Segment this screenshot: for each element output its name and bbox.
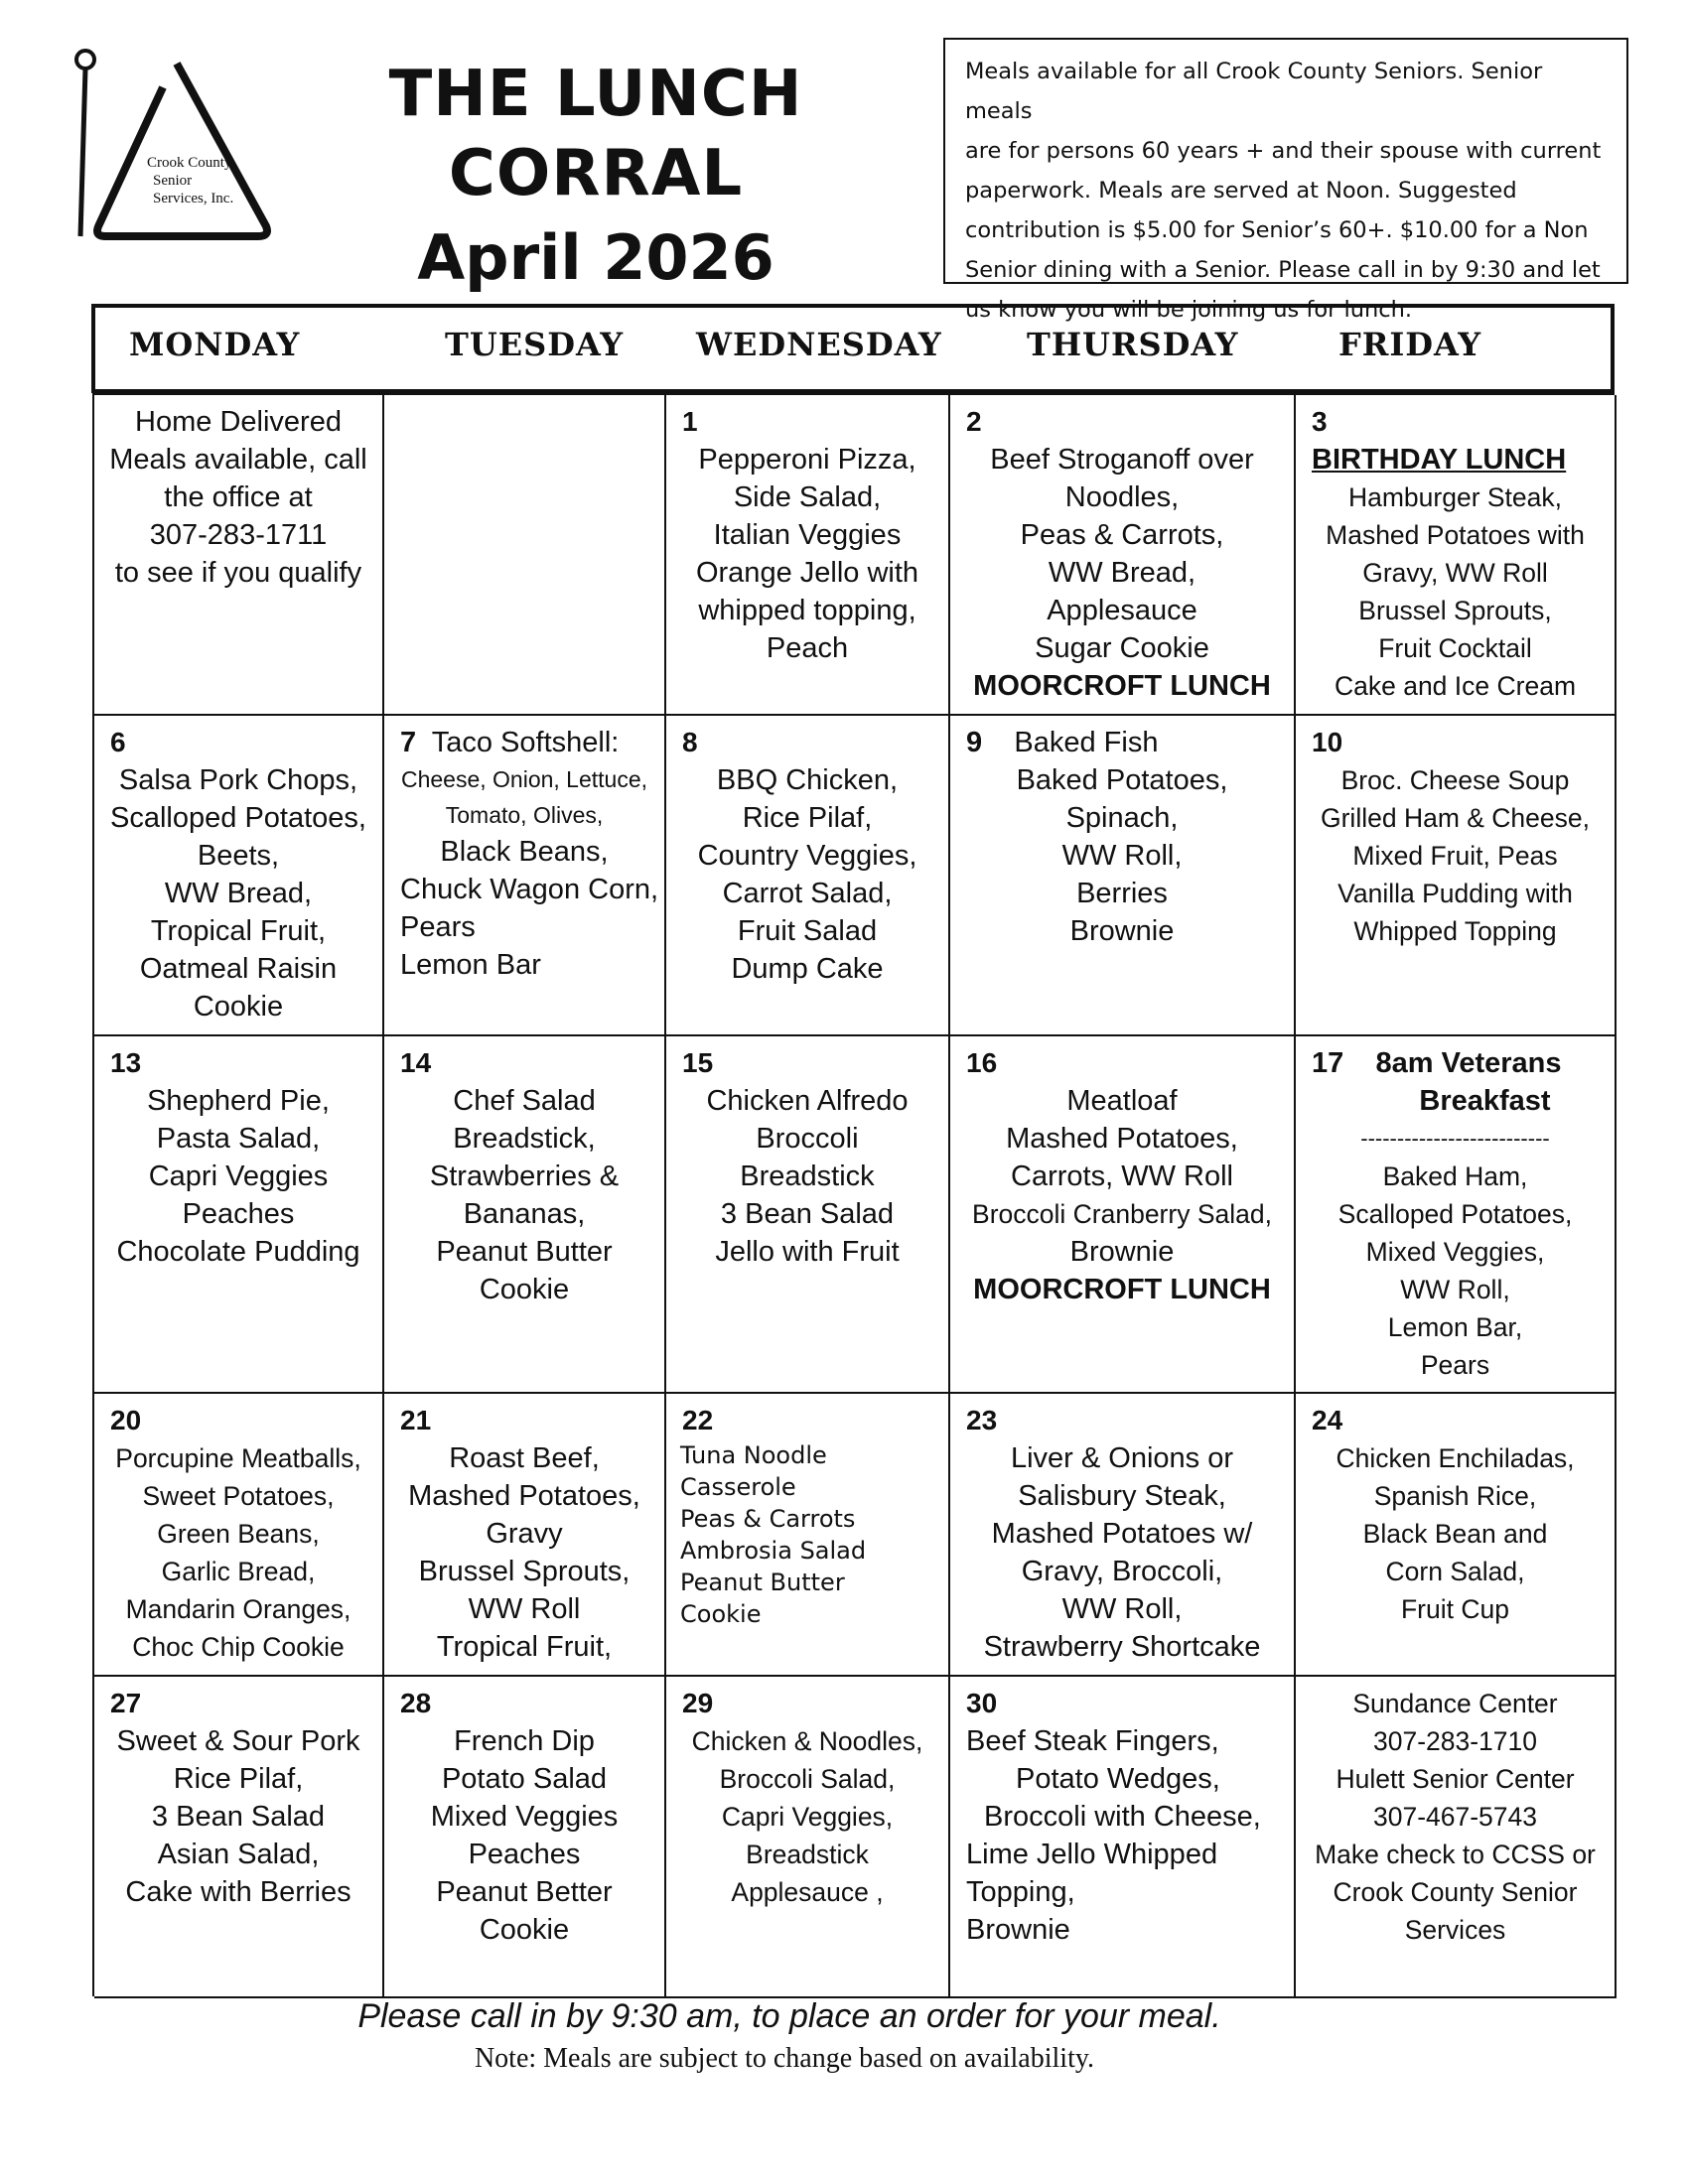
menu-item: Brownie (1069, 1236, 1175, 1268)
menu-item: Breadstick, (453, 1123, 596, 1155)
calendar-cell (94, 1677, 384, 1998)
organization-logo (68, 48, 286, 256)
menu-item: Roast Beef, (449, 1442, 600, 1474)
menu-item: Broc. Cheese Soup (1340, 765, 1570, 795)
day-wednesday: WEDNESDAY (696, 326, 942, 363)
calendar-cell (950, 1677, 1296, 1998)
menu-item: Choc Chip Cookie (132, 1632, 345, 1662)
menu-item: Rice Pilaf, (173, 1763, 304, 1795)
cell-line: the office at (164, 481, 313, 513)
menu-item: 3 Bean Salad (720, 1198, 895, 1230)
location-note: MOORCROFT LUNCH (973, 1274, 1271, 1305)
logo-text-2: Senior (153, 173, 193, 189)
calendar-cell (950, 716, 1296, 1036)
menu-item: Grilled Ham & Cheese, (1321, 803, 1590, 833)
day-number: 15 (682, 1047, 714, 1078)
menu-item: WW Roll, (1061, 840, 1183, 872)
menu-item: Mashed Potatoes with (1326, 520, 1585, 550)
menu-item: Gravy, Broccoli, (1021, 1556, 1223, 1587)
menu-item: Spanish Rice, (1373, 1481, 1537, 1511)
day-number: 22 (682, 1405, 714, 1435)
menu-item: Capri Veggies (148, 1160, 329, 1192)
calendar-cell (94, 1036, 384, 1394)
day-number: 17 (1312, 1047, 1344, 1079)
menu-item: French Dip (454, 1725, 595, 1757)
contact-line: 307-467-5743 (1372, 1802, 1538, 1832)
menu-item: Fruit Cup (1401, 1594, 1509, 1624)
menu-item: Peanut Better (436, 1876, 613, 1908)
menu-item: BBQ Chicken, (716, 764, 899, 796)
menu-item: Scalloped Potatoes, (1337, 1199, 1573, 1229)
menu-item: Peaches (468, 1839, 581, 1870)
menu-item: Fruit Cocktail (1378, 633, 1532, 663)
day-number: 27 (110, 1688, 142, 1718)
calendar-cell (950, 1394, 1296, 1677)
day-number: 3 (1312, 406, 1328, 437)
day-number: 29 (682, 1688, 714, 1718)
day-number: 8 (682, 727, 698, 757)
day-number: 28 (400, 1688, 432, 1718)
menu-item: Peanut Butter (436, 1236, 613, 1268)
menu-item: Pears (400, 911, 476, 943)
menu-item: Dump Cake (731, 953, 884, 985)
day-number: 9 (966, 727, 983, 758)
calendar-cell (666, 1394, 950, 1677)
menu-item: Scalloped Potatoes, (110, 802, 366, 834)
menu-item: Mashed Potatoes, (408, 1480, 640, 1512)
contact-line: Crook County Senior (1333, 1877, 1578, 1907)
menu-item: Baked Fish (1014, 727, 1159, 758)
menu-item: Country Veggies, (697, 840, 917, 872)
contact-line: Sundance Center (1352, 1689, 1558, 1718)
day-number: 24 (1312, 1405, 1343, 1435)
event-heading: 8am Veterans (1375, 1047, 1562, 1079)
menu-item: WW Roll, (1061, 1593, 1183, 1625)
menu-item: Peas & Carrots, (1020, 519, 1224, 551)
cell-line: Meals available, call (109, 444, 367, 476)
day-number: 10 (1312, 727, 1343, 757)
contact-line: 307-283-1710 (1372, 1726, 1538, 1756)
menu-item: Rice Pilaf, (742, 802, 873, 834)
info-line: Senior dining with a Senior. Please call in by 9:30 and let (965, 257, 1601, 283)
day-friday: FRIDAY (1338, 326, 1482, 363)
contact-line: Make check to CCSS or (1315, 1840, 1596, 1869)
menu-item: Beef Steak Fingers, (966, 1725, 1219, 1757)
calendar-cell (950, 1036, 1296, 1394)
calendar-cell (384, 1394, 666, 1677)
menu-item: Noodles, (1064, 481, 1180, 513)
menu-item: Salisbury Steak, (1018, 1480, 1226, 1512)
menu-item: Brownie (966, 1914, 1070, 1946)
info-line: us know you will be joining us for lunch. (965, 297, 1413, 323)
menu-item: Mixed Veggies, (1365, 1237, 1545, 1267)
calendar-cell-empty (384, 395, 666, 716)
menu-item: Garlic Bread, (161, 1557, 316, 1586)
day-number: 13 (110, 1047, 142, 1078)
calendar-grid (92, 393, 1615, 1996)
calendar-cell (94, 716, 384, 1036)
day-number: 21 (400, 1405, 432, 1435)
calendar-cell (666, 1677, 950, 1998)
menu-item: Topping, (966, 1876, 1075, 1908)
menu-item: Carrots, WW Roll (1011, 1160, 1233, 1192)
menu-item: Tuna Noodle (680, 1441, 827, 1469)
menu-item: Jello with Fruit (715, 1236, 900, 1268)
menu-item: Meatloaf (1066, 1085, 1178, 1117)
day-number: 23 (966, 1405, 998, 1435)
menu-item: whipped topping, (698, 595, 916, 626)
day-monday: MONDAY (129, 326, 301, 363)
menu-item: Chicken Alfredo (706, 1085, 909, 1117)
menu-item: Broccoli Salad, (719, 1764, 896, 1794)
menu-item: Baked Potatoes, (1016, 764, 1228, 796)
calendar-cell (666, 716, 950, 1036)
menu-item: Bananas, (463, 1198, 586, 1230)
logo-text-3: Services, Inc. (153, 191, 234, 206)
calendar-cell (1296, 716, 1617, 1036)
menu-item: Cake and Ice Cream (1334, 671, 1577, 701)
menu-item: Beef Stroganoff over (990, 444, 1254, 476)
menu-item: Lime Jello Whipped (966, 1839, 1218, 1870)
menu-item: Applesauce (1047, 595, 1197, 626)
menu-item: Side Salad, (733, 481, 882, 513)
menu-item: Sugar Cookie (1035, 632, 1209, 664)
menu-item-detail: Tomato, Olives, (445, 802, 604, 828)
menu-item: Chicken Enchiladas, (1336, 1443, 1575, 1473)
calendar-cell (666, 1036, 950, 1394)
menu-item: Gravy, WW Roll (1362, 558, 1548, 588)
calendar-cell (1296, 1036, 1617, 1394)
menu-item: Chocolate Pudding (116, 1236, 360, 1268)
day-number: 20 (110, 1405, 142, 1435)
day-number: 1 (682, 406, 698, 437)
contact-line: Services (1404, 1915, 1506, 1945)
location-note: MOORCROFT LUNCH (973, 670, 1271, 702)
menu-item: Mixed Fruit, Peas (1352, 841, 1558, 871)
menu-item: Tropical Fruit, (436, 1631, 613, 1663)
cell-line: 307-283-1711 (149, 519, 328, 551)
menu-item: Peanut Butter (680, 1569, 845, 1596)
menu-item: Salsa Pork Chops, (118, 764, 358, 796)
menu-item: Taco Softshell: (431, 727, 620, 758)
menu-item: Peas & Carrots (680, 1505, 856, 1533)
weekday-header (91, 304, 1615, 393)
menu-item: Spinach, (1065, 802, 1179, 834)
menu-item: Berries (1076, 878, 1168, 909)
month-title: April 2026 (417, 221, 774, 294)
menu-item: Vanilla Pudding with (1337, 879, 1573, 908)
menu-item: Broccoli (756, 1123, 859, 1155)
menu-item: Liver & Onions or (1010, 1442, 1234, 1474)
menu-item: Chef Salad (453, 1085, 596, 1117)
info-box (943, 38, 1628, 323)
menu-item: Pasta Salad, (156, 1123, 321, 1155)
event-heading: BIRTHDAY LUNCH (1312, 444, 1567, 476)
menu-item: 3 Bean Salad (151, 1801, 326, 1833)
menu-item: Sweet & Sour Pork (116, 1725, 360, 1757)
calendar-cell (384, 716, 666, 1036)
menu-item: Broccoli with Cheese, (984, 1801, 1261, 1833)
menu-item: Carrot Salad, (722, 878, 893, 909)
menu-item: WW Bread, (1048, 557, 1196, 589)
menu-item: Green Beans, (157, 1519, 320, 1549)
menu-item: Black Bean and (1362, 1519, 1548, 1549)
menu-item: Gravy (486, 1518, 563, 1550)
menu-item: Chicken & Noodles, (691, 1726, 923, 1756)
menu-item: Mashed Potatoes w/ (991, 1518, 1253, 1550)
menu-item: Breadstick (740, 1160, 875, 1192)
menu-item: Sweet Potatoes, (142, 1481, 335, 1511)
info-line: are for persons 60 years + and their spouse with current (965, 138, 1602, 164)
menu-item: Peach (766, 632, 849, 664)
day-thursday: THURSDAY (1027, 326, 1239, 363)
menu-item: Potato Wedges, (1016, 1763, 1220, 1795)
day-number: 30 (966, 1688, 998, 1718)
page-title-block (278, 55, 914, 297)
menu-item: Shepherd Pie, (147, 1085, 330, 1117)
menu-item: Ambrosia Salad (680, 1537, 867, 1565)
menu-item: Cookie (479, 1914, 570, 1946)
menu-item: WW Bread, (164, 878, 313, 909)
event-heading: Breakfast (1419, 1085, 1551, 1117)
menu-item: Pears (1420, 1350, 1490, 1380)
menu-item: WW Roll (468, 1593, 581, 1625)
footer-change-note: Note: Meals are subject to change based on availability. (474, 2043, 1095, 2074)
menu-item: Cookie (479, 1274, 570, 1305)
menu-item: Corn Salad, (1385, 1557, 1525, 1586)
menu-item: Tropical Fruit, (150, 915, 327, 947)
info-line: Meals available for all Crook County Seniors. Senior meals (965, 59, 1543, 124)
day-number: 2 (966, 406, 982, 437)
menu-item: Fruit Salad (737, 915, 878, 947)
menu-item: Hamburger Steak, (1347, 482, 1563, 512)
info-line: paperwork. Meals are served at Noon. Suggested (965, 178, 1517, 204)
logo-text-1: Crook County (147, 155, 232, 171)
menu-item: Cake with Berries (125, 1876, 352, 1908)
day-number: 16 (966, 1047, 998, 1078)
calendar-cell (1296, 395, 1617, 716)
menu-item: Orange Jello with (695, 557, 919, 589)
info-line: contribution is $5.00 for Senior’s 60+. $10.00 for a Non (965, 217, 1589, 243)
calendar-cell (94, 1394, 384, 1677)
menu-item-detail: Cheese, Onion, Lettuce, (400, 766, 648, 792)
calendar-cell (94, 395, 384, 716)
day-tuesday: TUESDAY (445, 326, 625, 363)
menu-item: Breadstick (746, 1840, 869, 1869)
menu-item: Applesauce , (731, 1877, 884, 1907)
cell-line: to see if you qualify (114, 557, 362, 589)
calendar-cell (384, 1677, 666, 1998)
footer-call-note: Please call in by 9:30 am, to place an order for your meal. (357, 1997, 1221, 2035)
day-number: 14 (400, 1047, 432, 1078)
menu-item: Capri Veggies, (721, 1802, 894, 1832)
calendar-cell (950, 395, 1296, 716)
menu-item: Potato Salad (441, 1763, 608, 1795)
menu-item: Oatmeal Raisin (139, 953, 338, 985)
menu-item: Cookie (680, 1600, 762, 1628)
menu-item: Asian Salad, (157, 1839, 320, 1870)
calendar-cell (1296, 1394, 1617, 1677)
menu-item: Lemon Bar (400, 949, 541, 981)
menu-item: Cookie (193, 991, 284, 1023)
menu-item: Brussel Sprouts, (1358, 596, 1552, 625)
menu-item: Brussel Sprouts, (418, 1556, 631, 1587)
calendar-cell-contacts (1296, 1677, 1617, 1998)
day-number: 6 (110, 727, 126, 757)
menu-item: Mandarin Oranges, (125, 1594, 352, 1624)
menu-item: Broccoli Cranberry Salad, (972, 1199, 1272, 1229)
calendar-cell (666, 395, 950, 716)
menu-item: Lemon Bar, (1387, 1312, 1523, 1342)
menu-item: Peaches (182, 1198, 295, 1230)
calendar-cell (384, 1036, 666, 1394)
menu-item: Pepperoni Pizza, (698, 444, 916, 476)
contact-line: Hulett Senior Center (1336, 1764, 1575, 1794)
menu-item: Porcupine Meatballs, (115, 1443, 361, 1473)
divider: -------------------------- (1360, 1126, 1550, 1151)
menu-item: WW Roll, (1400, 1275, 1510, 1304)
menu-item: Mixed Veggies (430, 1801, 619, 1833)
menu-item: Chuck Wagon Corn, (400, 874, 659, 905)
menu-item: Italian Veggies (713, 519, 902, 551)
menu-item: Casserole (680, 1473, 796, 1501)
page-title: THE LUNCH CORRAL (388, 58, 803, 210)
menu-item: Strawberries & (429, 1160, 620, 1192)
day-number: 7 (400, 727, 417, 758)
menu-item: Black Beans, (440, 836, 609, 868)
cell-line: Home Delivered (135, 406, 342, 438)
menu-item: Beets, (197, 840, 280, 872)
menu-item: Whipped Topping (1353, 916, 1557, 946)
menu-item: Strawberry Shortcake (983, 1631, 1261, 1663)
menu-item: Baked Ham, (1382, 1161, 1528, 1191)
menu-item: Mashed Potatoes, (1006, 1123, 1238, 1155)
menu-item: Brownie (1069, 915, 1175, 947)
